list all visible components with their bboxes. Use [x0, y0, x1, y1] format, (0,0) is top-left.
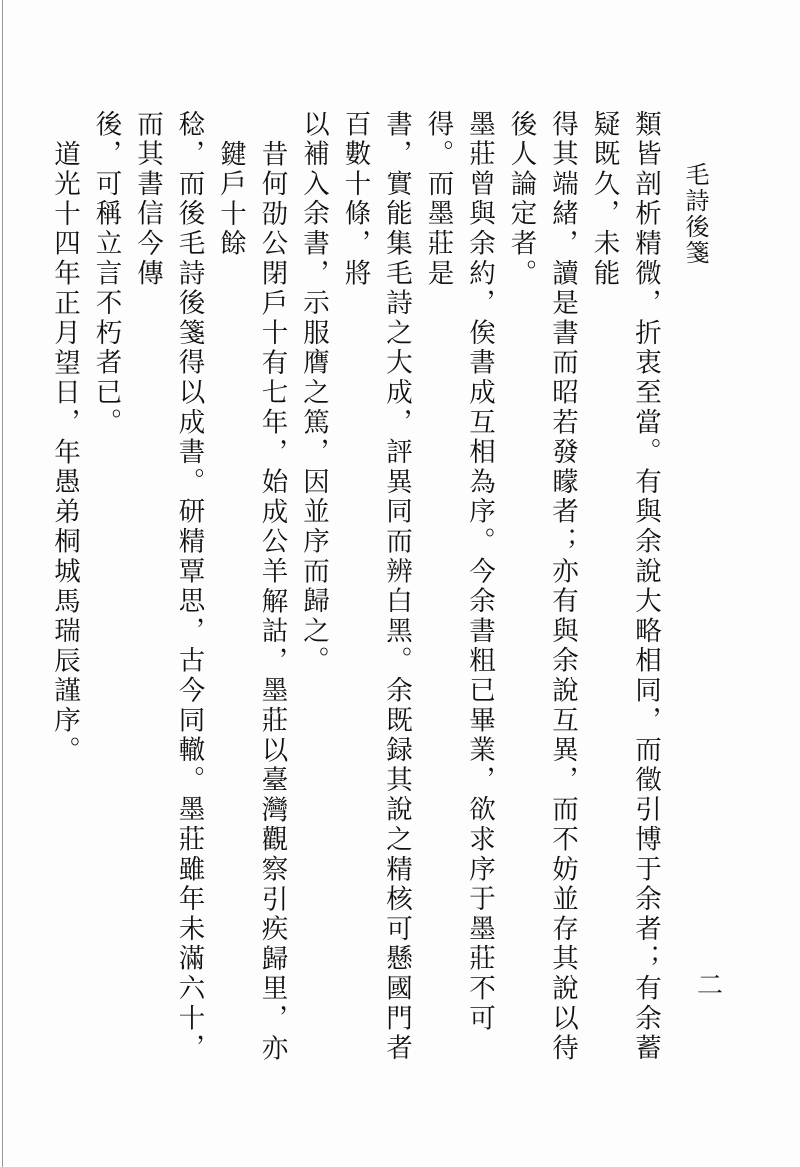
text-column: 稔，而後毛詩後箋得以成書。研精覃思，古今同轍。墨莊雖年未滿六十，而其書信今傳: [132, 110, 205, 1064]
text-column: 得其端緒，讀是書而昭若發矇者；亦有與余說互異，而不妨並存其說以待後人論定者。: [505, 110, 578, 1064]
text-column: 類皆剖析精微，折衷至當。有與余說大略相同，而徵引博于余者；有余蓄疑既久，未能: [588, 110, 661, 1064]
text-column: 後，可稱立言不朽者已。: [90, 110, 122, 438]
running-head: 毛詩後箋: [681, 162, 709, 266]
page-edge-rule: [2, 0, 3, 1167]
text-column: 墨莊曾與余約，俟書成互相為序。今余書粗已畢業，欲求序于墨莊不可得。而墨莊是: [422, 110, 495, 1034]
page-number: 二: [697, 971, 724, 1001]
text-column: 以補入余書，示服膺之篤，因並序而歸之。: [298, 110, 329, 677]
text-column: 昔何劭公閉戶十有七年，始成公羊解詁，墨莊以臺灣觀察引疾歸里，亦鍵戶十餘: [215, 140, 288, 1064]
text-column: 書，實能集毛詩之大成，評異同而辨白黑。余既録其說之精核可懸國門者百數十條，將: [339, 110, 412, 1064]
preface-body: [44, 110, 667, 1090]
text-column-dateline: 道光十四年正月望日，年愚弟桐城馬瑞辰謹序。: [49, 140, 80, 766]
